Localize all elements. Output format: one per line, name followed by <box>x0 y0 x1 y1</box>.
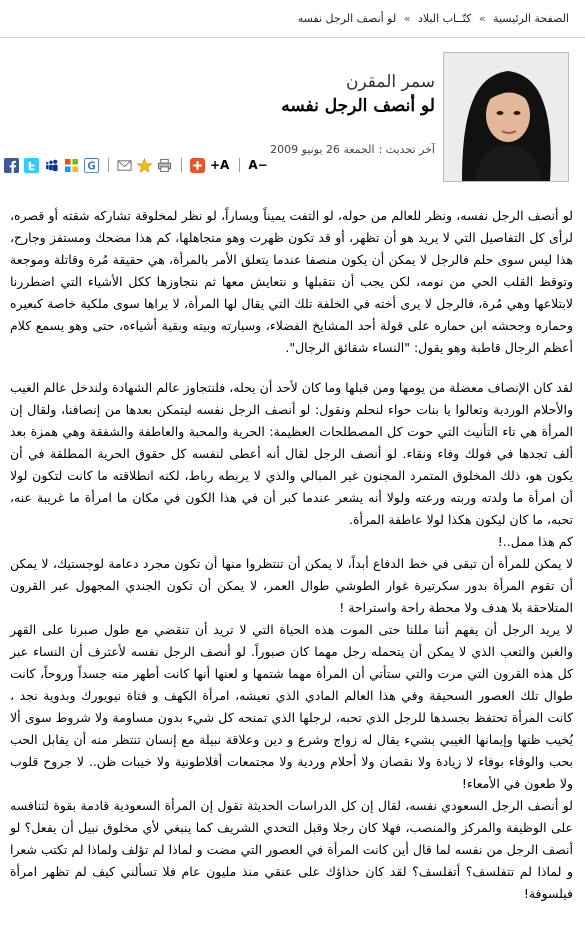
article-paragraph: لقد كان الإنصاف معضلة من يومها ومن قبلها وما كان لأحد أن يحله، فلنتجاوز عالم الشهادة ولندخل عالم الغيب والأحلام الوردية وتعالوا يا بنات حواء لنحلم ونقول: لو أنصف الرجل نفسه ليتمكن بعدها من إنصافنا، ولقال إن المرأة هي تاء التأنيث التي حوت كل المصطلحات العظيمة: الحرية والمحبة والعاطفة والشفقة وهي همزة بعد ألف تجدها في فولك وفاء ونقاء. لو أنصف الرجل لقال أنه أعطى لنفسه كل حقوق الحرية المطلقة في أن يكون هو، ذلك المخلوق المتمرد المجنون غير المبالي والذي لا يربطه رباط، لكنه انطلاقته ما كانت لتكون لولا أن امرأة ما ولدته وربته ورعته ولولا أنه يشعر عندما كبر أن في هذا الكون في مكان ما امرأة ما غريبة عنه، تحبه، ما كان ليكون هكذا لولا عاطفة المرأة. <box>10 380 573 527</box>
article-paragraph: لو أنصف الرجل السعودي نفسه، لقال إن كل الدراسات الحديثة تقول إن المرأة السعودية قادمة بقوة لتنافسه على الوظيفة والمركز والمنصب، فهلا كان رجلا وقبل التحدي الشريف كما ينبغي لأي مخلوق نبيل أن يفعل؟ لو أنصف الرجل من نفسه لما قال أين كانت المرأة في العصور التي مضت و لماذا لم تؤلف ولماذا لم تكتب شعرا و لماذا لم تتفلسف؟ أتفلسف؟ لقد كان حذاؤك على عنقي منذ مليون عام فلا تسألني كيف لم تظهر امرأة فيلسوفة! <box>10 798 573 901</box>
author-portrait-icon <box>444 53 568 181</box>
add-icon[interactable] <box>190 158 205 173</box>
breadcrumb <box>8 12 569 25</box>
share-toolbar <box>4 156 274 174</box>
author-name[interactable]: سمر المقرن <box>345 72 435 92</box>
article-paragraph: كم هذا ممل..! <box>497 534 573 549</box>
svg-text:G: G <box>87 160 96 173</box>
update-date <box>266 143 435 156</box>
font-larger-button[interactable]: +A <box>210 158 230 172</box>
live-icon[interactable] <box>64 158 79 173</box>
toolbar-divider <box>108 158 109 172</box>
article-paragraph: لا يريد الرجل أن يفهم أننا مللنا حتى الموت هذه الحياة التي لا تريد أن تنقضي مع طول صبرنا على القهر والغبن والتعب الذي لا يمكن أن يتحمله رجل مهما كان صبوراً. لو أنصف الرجل نفسه لأعترف أن النساء عبر كل هذه القرون التي مرت والتي ستأتي أن المرأة مهما شتمها و لعنها أنها كانت أطهر منه جسداً وروحاً، كانت طوال تلك العصور السحيقة وفي هذا العالم المادي الذي نعيشه، امرأة الكهف و فتاة نيويورك وبدوية نجد ، كانت المرأة تحتفظ بجسدها للرجل الذي تحبه، لرجلها الذي تمنحه كل شيء بدون مساومة ولا شروط سوى ألا يُخيب ظنها وإيمانها الغيبي بشيء يقال له زواج وشرع و دين وعلاقة نبيلة مع إنسان تنتظر منه أن يقابل الحب بحب والوفاء بوفاء لا زيادة ولا نقصان ولا أحلام وردية ولا مجتمعات أفلاطونية ولا خيبات ظن.. لا جروح قلوب ولا طعون في الأمعاء! <box>10 622 573 791</box>
toolbar-divider <box>239 158 240 172</box>
print-icon[interactable] <box>157 158 172 173</box>
font-smaller-button[interactable]: A− <box>248 158 268 172</box>
twitter-icon[interactable] <box>24 158 39 173</box>
article-body <box>10 205 573 905</box>
facebook-icon[interactable] <box>4 158 19 173</box>
myspace-icon[interactable] <box>44 158 59 173</box>
author-photo <box>443 52 569 182</box>
breadcrumb-current: لو أنصف الرجل نفسه <box>297 12 397 25</box>
favorite-icon[interactable] <box>137 158 152 173</box>
toolbar-divider <box>181 158 182 172</box>
article-paragraph: لا يمكن للمرأة أن تبقى في خط الدفاع أبداً، لا يمكن أن تنتظروا منها أن تكون مجرد دعامة لوجستيك، لا يمكن أن تقوم المرأة بدور سكرتيرة غوار الطوشي طوال العمر، لا يمكن أن تكون الجندي المجهول عبر القرون المتلاحقة بلا هدف ولا محطة راحة واستراحة ! <box>10 556 573 615</box>
article-paragraph: لو أنصف الرجل نفسه، ونظر للعالم من حوله، لو التفت يميناً ويساراً، لو نظر لمخلوقة تشاركه شقته أو قصره، لرأى كل التفاصيل التي لا يريد هو أن تظهر، أو قد تكون ظهرت وهو متجاهلها، كم هذا مضحك ومستفز وجارح، هذا ليس سوى حلم فالرجل لا يمكن أن يكون منصفا عندما يتعلق الأمر بالمرأة، هي حقيقة مُرة وقاتلة وموجعة وتوقظ القلب الحي من نومه، لكن يجب أن نتقبلها و نتعايش معها ثم نتجاوزها ككل الأشياء التي اضطررنا لابتلاعها وهي مُرة، فالرجل لا يرى أخته في الخلفة تلك التي يقال لها المرأة، لا يراها سوى ملكية خاصة كبعيره وحماره وجحشه ابن حماره على قولة أحد المشايخ الفضلاء، وسيارته وبيته وبقية أشياءه، حتى وهو يسمع كلام أعظم الرجال قاطبة وهو يقول: "النساء شقائق الرجال". <box>10 208 573 355</box>
breadcrumb-separator: » <box>478 12 486 25</box>
email-icon[interactable] <box>117 158 132 173</box>
breadcrumb-separator: » <box>403 12 411 25</box>
update-value: الجمعة 26 يونيو 2009 <box>270 143 375 156</box>
update-label: آخر تحديث : <box>378 143 435 156</box>
breadcrumb-section[interactable]: كتّــاب البلاد <box>417 12 472 25</box>
divider <box>0 37 585 38</box>
google-icon[interactable] <box>84 158 99 173</box>
breadcrumb-home[interactable]: الصفحة الرئيسية <box>493 12 569 25</box>
article-title: لو أنصف الرجل نفسه <box>281 96 435 116</box>
